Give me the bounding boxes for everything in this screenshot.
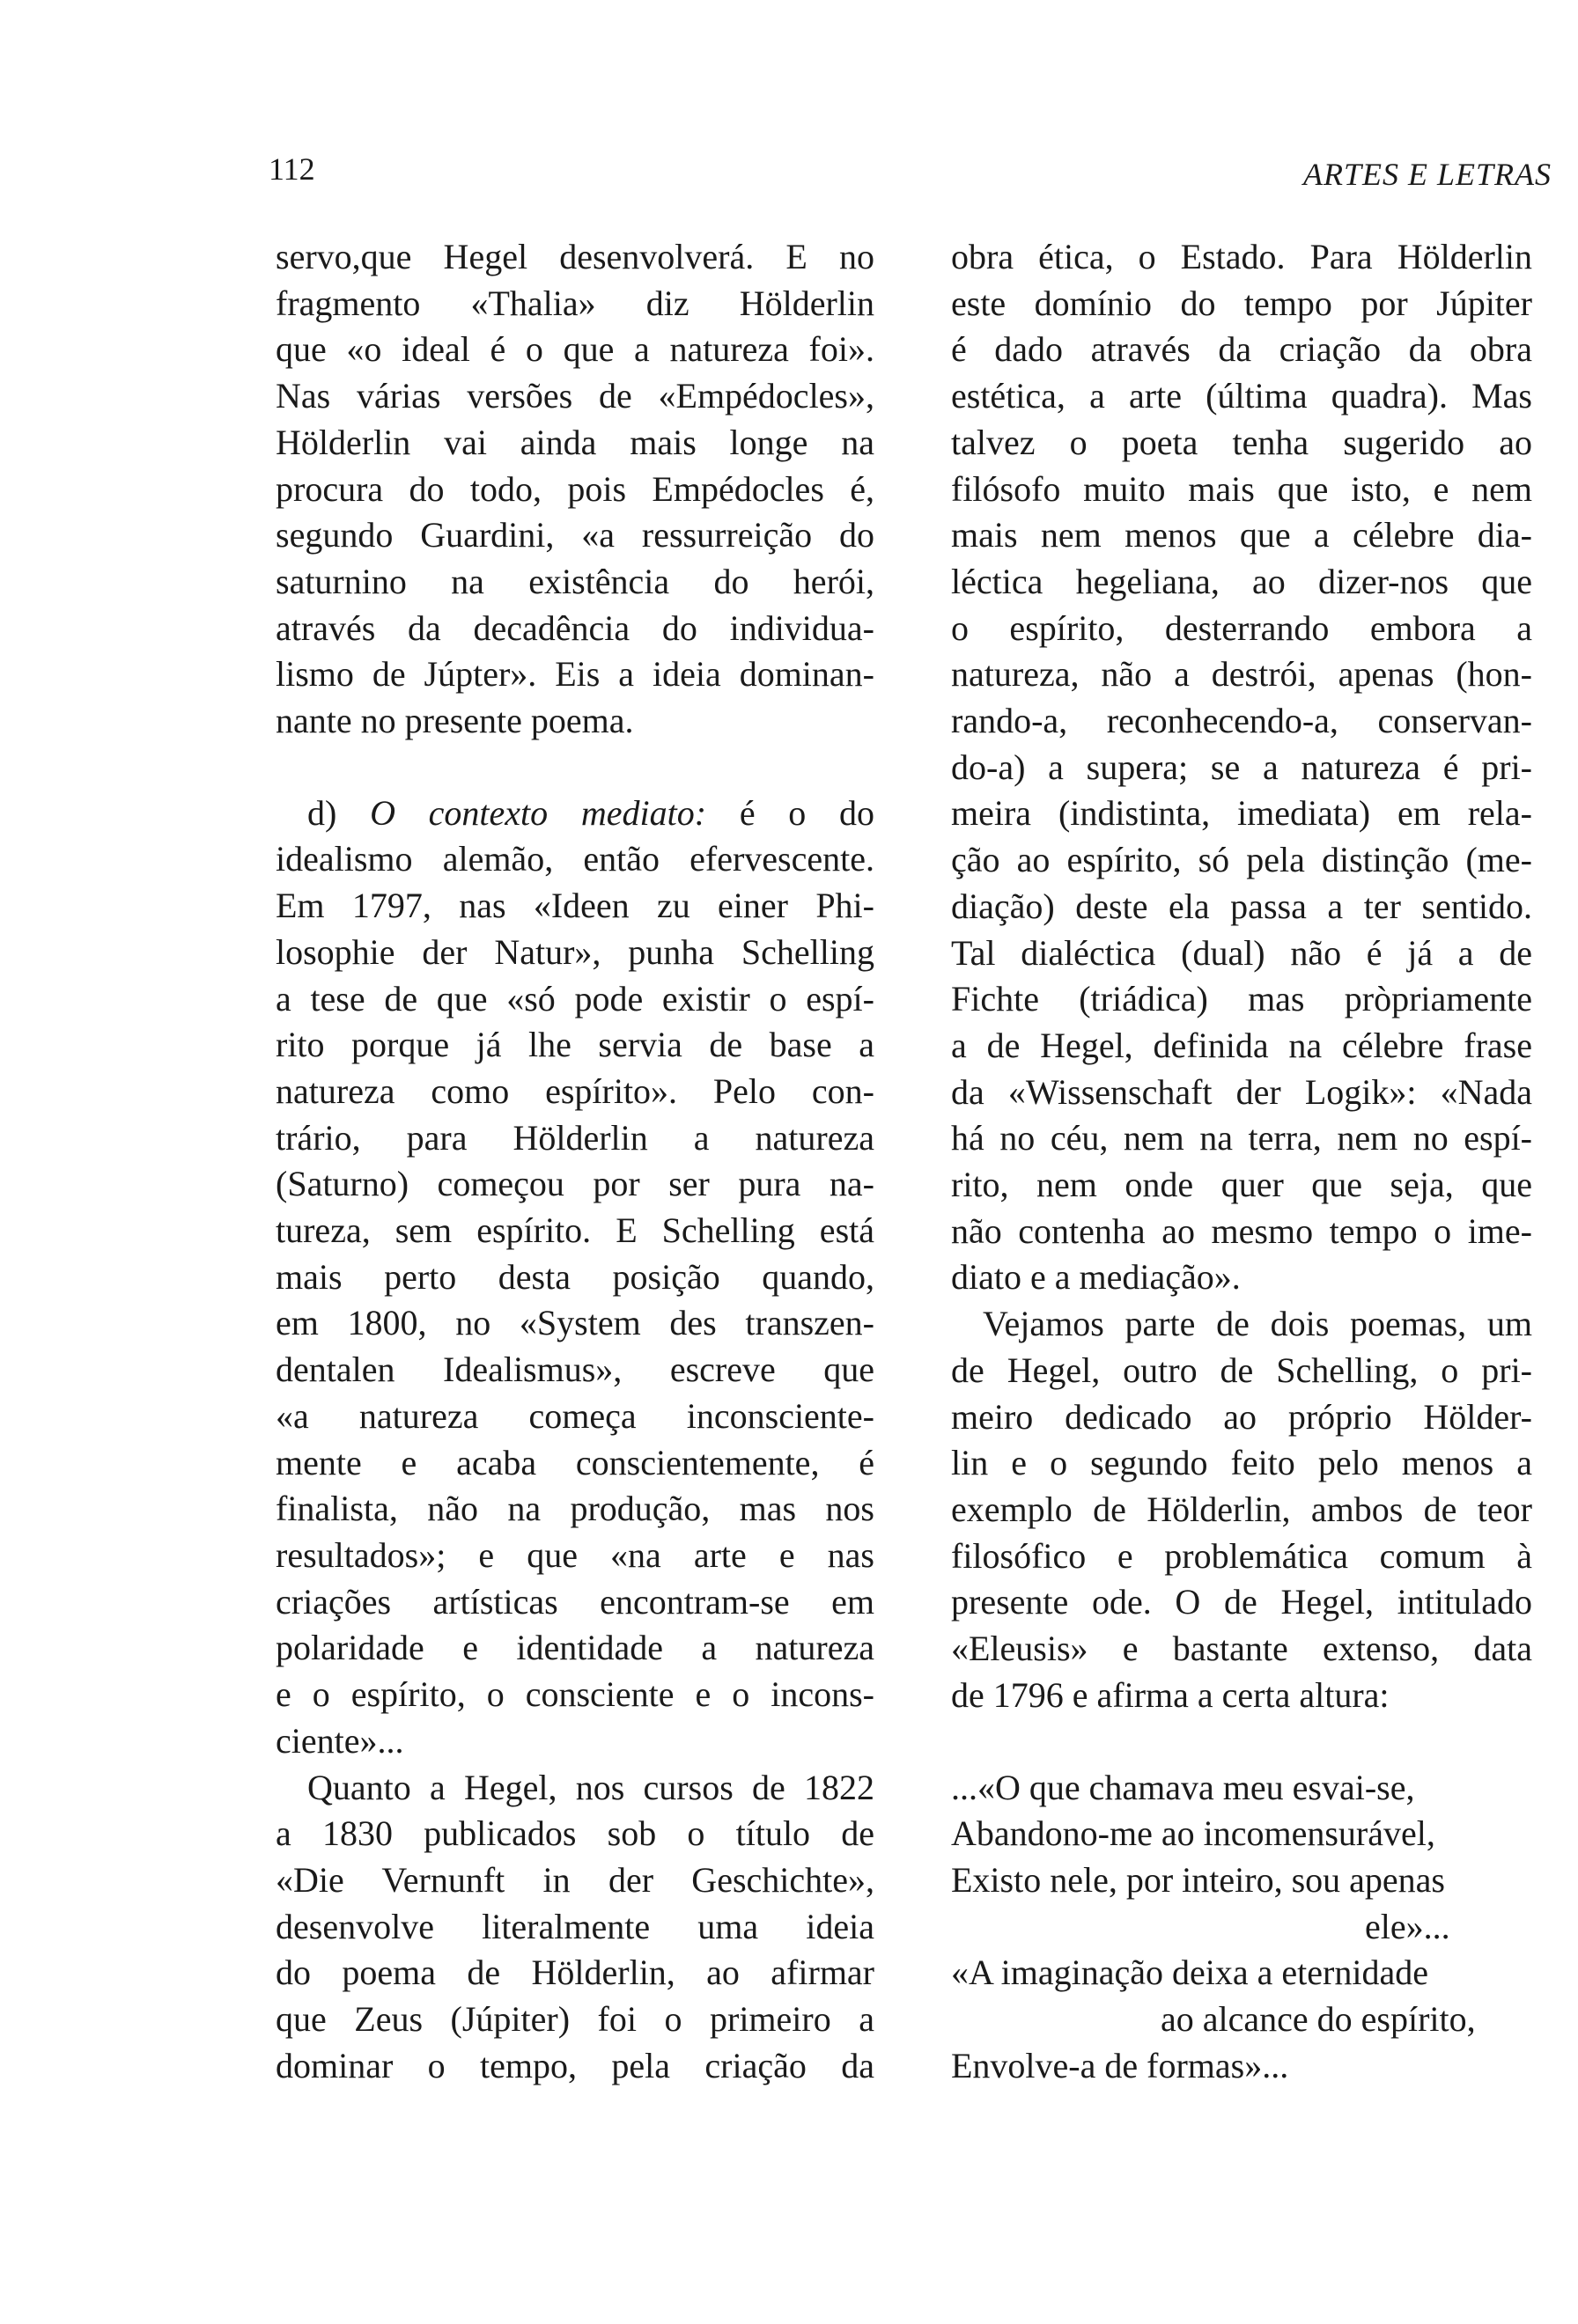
text-line: idealismo alemão, então efervescente. bbox=[276, 839, 874, 879]
poem-line: Existo nele, por inteiro, sou apenas bbox=[951, 1859, 1445, 1900]
section-heading: O contexto mediato: bbox=[370, 792, 707, 833]
paragraph bbox=[276, 234, 874, 745]
text-line: natureza, não a destrói, apenas (hon- bbox=[951, 654, 1532, 695]
text-line: é dado através da criação da obra bbox=[951, 329, 1532, 370]
text-line: Quanto a Hegel, nos cursos de 1822 bbox=[307, 1767, 874, 1807]
text-line: trário, para Hölderlin a natureza bbox=[276, 1117, 874, 1158]
text-line: não contenha ao mesmo tempo o ime- bbox=[951, 1210, 1532, 1251]
paragraph bbox=[951, 1301, 1532, 1718]
page-number: 112 bbox=[269, 151, 315, 187]
running-title: ARTES E LETRAS bbox=[1303, 157, 1552, 192]
left-column bbox=[276, 234, 874, 2089]
text-line: presente ode. O de Hegel, intitulado bbox=[951, 1582, 1532, 1622]
text-line: rando-a, reconhecendo-a, conservan- bbox=[951, 701, 1532, 741]
text-line: que «o ideal é o que a natureza foi». bbox=[276, 329, 874, 370]
text-line: dominar o tempo, pela criação da bbox=[276, 2045, 874, 2085]
text-line: mais perto desta posição quando, bbox=[276, 1256, 874, 1297]
text-line: o espírito, desterrando embora a bbox=[951, 607, 1532, 648]
text-fragment: é o do bbox=[739, 792, 875, 833]
text-line: saturnino na existência do herói, bbox=[276, 561, 874, 601]
text-line: nante no presente poema. bbox=[276, 701, 634, 741]
text-line: desenvolve literalmente uma ideia bbox=[276, 1906, 874, 1946]
text-line: léctica hegeliana, ao dizer-nos que bbox=[951, 561, 1532, 601]
text-line: que Zeus (Júpiter) foi o primeiro a bbox=[276, 1999, 874, 2040]
text-line: finalista, não na produção, mas nos bbox=[276, 1489, 874, 1529]
text-line: estética, a arte (última quadra). Mas bbox=[951, 376, 1532, 416]
text-line: servo,que Hegel desenvolverá. E no bbox=[276, 237, 874, 276]
text-line: tureza, sem espírito. E Schelling está bbox=[276, 1210, 874, 1251]
text-line: rito, nem onde quer que seja, que bbox=[951, 1165, 1532, 1205]
text-line: mente e acaba conscientemente, é bbox=[276, 1442, 874, 1482]
text-line: natureza como espírito». Pelo con- bbox=[276, 1070, 874, 1111]
text-line: criações artísticas encontram-se em bbox=[276, 1581, 874, 1622]
poem-line: ...«O que chamava meu esvai-se, bbox=[951, 1767, 1415, 1807]
text-line: e o espírito, o consciente e o incons- bbox=[276, 1674, 874, 1715]
text-line: dentalen Idealismus», escreve que bbox=[276, 1350, 874, 1390]
text-line: «Eleusis» e bastante extenso, data bbox=[951, 1629, 1532, 1669]
poem-line: Abandono-me ao incomensurável, bbox=[951, 1813, 1435, 1854]
text-line: a tese de que «só pode existir o espí- bbox=[276, 978, 874, 1019]
text-line: Vejamos parte de dois poemas, um bbox=[983, 1304, 1532, 1344]
text-line: «a natureza começa inconsciente- bbox=[276, 1395, 874, 1436]
text-line: talvez o poeta tenha sugerido ao bbox=[951, 422, 1532, 462]
text-line: mais nem menos que a célebre dia- bbox=[951, 515, 1532, 555]
section-d-first-line bbox=[276, 791, 874, 837]
text-line: Hölderlin vai ainda mais longe na bbox=[276, 422, 874, 462]
text-line: da «Wissenschaft der Logik»: «Nada bbox=[951, 1071, 1532, 1112]
text-line: há no céu, nem na terra, nem no espí- bbox=[951, 1118, 1532, 1158]
text-line: este domínio do tempo por Júpiter bbox=[951, 283, 1532, 323]
paragraph bbox=[951, 234, 1532, 1301]
text-line: diação) deste ela passa a ter sentido. bbox=[951, 886, 1532, 926]
text-line: de Hegel, outro de Schelling, o pri- bbox=[951, 1350, 1532, 1390]
text-line: resultados»; e que «na arte e nas bbox=[276, 1534, 874, 1575]
text-line: obra ética, o Estado. Para Hölderlin bbox=[951, 237, 1532, 276]
text-line: procura do todo, pois Empédocles é, bbox=[276, 468, 874, 509]
section-label: d) bbox=[307, 792, 337, 833]
text-line: Em 1797, nas «Ideen zu einer Phi- bbox=[276, 886, 874, 926]
text-line: fragmento «Thalia» diz Hölderlin bbox=[276, 283, 874, 323]
paragraph bbox=[276, 1765, 874, 2090]
text-line: ção ao espírito, só pela distinção (me- bbox=[951, 840, 1532, 880]
text-line: diato e a mediação». bbox=[951, 1257, 1241, 1298]
text-line: do poema de Hölderlin, ao afirmar bbox=[276, 1953, 874, 1993]
text-line: lin e o segundo feito pelo menos a bbox=[951, 1443, 1532, 1483]
poem-line: Envolve-a de formas»... bbox=[951, 2045, 1289, 2085]
poem-line: «A imaginação deixa a eternidade bbox=[951, 1953, 1428, 1993]
poem-quotation bbox=[951, 1765, 1532, 2090]
text-line: rito porque já lhe servia de base a bbox=[276, 1025, 874, 1065]
section-d-paragraph bbox=[276, 791, 874, 1765]
text-line: através da decadência do individua- bbox=[276, 607, 874, 648]
text-line: (Saturno) começou por ser pura na- bbox=[276, 1164, 874, 1204]
text-line: em 1800, no «System des transzen- bbox=[276, 1303, 874, 1343]
text-line: Nas várias versões de «Empédocles», bbox=[276, 376, 874, 416]
text-line: filosófico e problemática comum à bbox=[951, 1535, 1532, 1576]
text-line: meira (indistinta, imediata) em rela- bbox=[951, 793, 1532, 834]
text-line: de 1796 e afirma a certa altura: bbox=[951, 1674, 1390, 1715]
text-line: lismo de Júpter». Eis a ideia dominan- bbox=[276, 654, 874, 695]
text-line: filósofo muito mais que isto, e nem bbox=[951, 468, 1532, 509]
text-line: do-a) a supera; se a natureza é pri- bbox=[951, 746, 1532, 787]
poem-line: ao alcance do espírito, bbox=[1161, 1999, 1476, 2040]
text-line: Fichte (triádica) mas pròpriamente bbox=[951, 979, 1532, 1019]
text-line: segundo Guardini, «a ressurreição do bbox=[276, 515, 874, 555]
right-column bbox=[951, 234, 1532, 2089]
text-line: losophie der Natur», punha Schelling bbox=[276, 931, 874, 972]
text-line: Tal dialéctica (dual) não é já a de bbox=[951, 932, 1532, 973]
text-line: meiro dedicado ao próprio Hölder- bbox=[951, 1396, 1532, 1437]
text-line: exemplo de Hölderlin, ambos de teor bbox=[951, 1489, 1532, 1529]
paragraph-gap bbox=[276, 745, 874, 791]
poem-line: ele»... bbox=[1365, 1906, 1450, 1946]
text-line: a de Hegel, definida na célebre frase bbox=[951, 1025, 1532, 1065]
text-line: polaridade e identidade a natureza bbox=[276, 1628, 874, 1668]
text-line: a 1830 publicados sob o título de bbox=[276, 1813, 874, 1854]
text-line: «Die Vernunft in der Geschichte», bbox=[276, 1859, 874, 1900]
text-line: ciente»... bbox=[276, 1720, 404, 1761]
